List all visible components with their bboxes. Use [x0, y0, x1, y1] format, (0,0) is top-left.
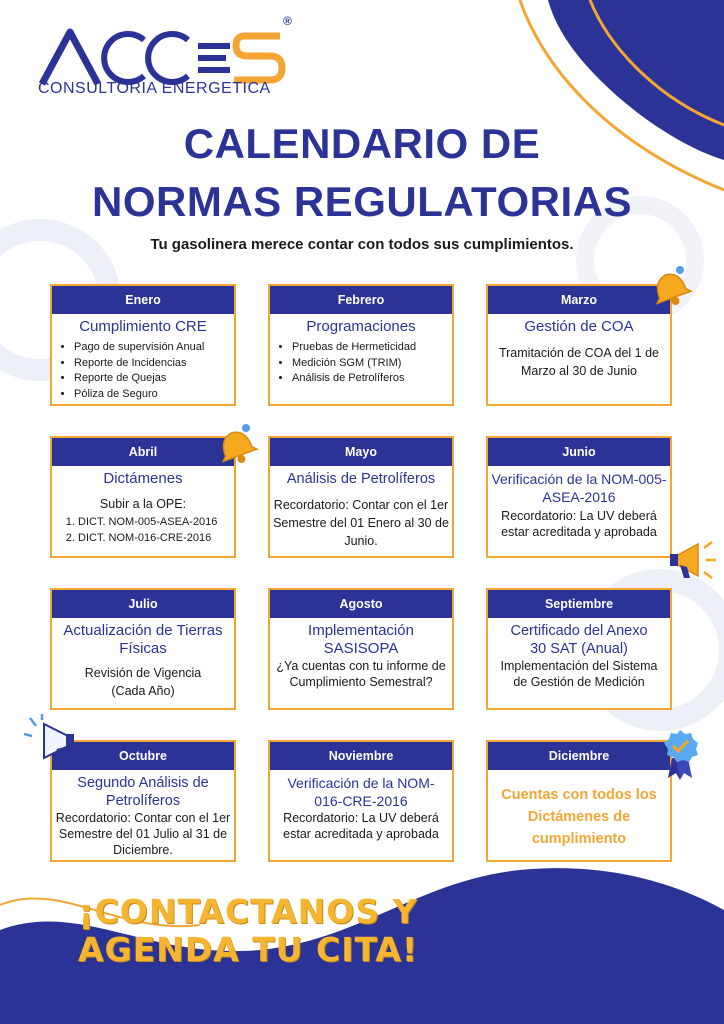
- month-header: Septiembre: [488, 590, 670, 618]
- month-body: Revisión de Vigencia (Cada Año): [84, 666, 202, 698]
- list-item: 1. DICT. NOM-005-ASEA-2016: [78, 514, 234, 530]
- month-header: Octubre: [52, 742, 234, 770]
- month-header: Marzo: [488, 286, 670, 314]
- list-item: • Medición SGM (TRIM): [292, 356, 452, 372]
- month-item-list: [52, 340, 234, 402]
- month-card-junio: [486, 436, 672, 558]
- list-item: • Análisis de Petrolíferos: [292, 371, 452, 387]
- month-body: Implementación del Sistema de Gestión de Medición: [500, 659, 658, 689]
- month-card-mayo: [268, 436, 454, 558]
- month-header: Diciembre: [488, 742, 670, 770]
- month-title: Gestión de COA: [524, 318, 634, 335]
- bell-icon: [646, 262, 694, 310]
- list-item: • Pago de supervisión Anual: [74, 340, 234, 356]
- bell-icon: [212, 420, 260, 468]
- month-card-abril: [50, 436, 236, 558]
- month-card-marzo: [486, 284, 672, 406]
- page-title-line1: CALENDARIO DE: [183, 120, 541, 167]
- megaphone-icon: [22, 712, 78, 768]
- registered-mark: ®: [283, 14, 292, 28]
- month-body: Recordatorio: Contar con el 1er Semestre del 01 Julio al 31 de Diciembre.: [55, 811, 231, 857]
- month-title: Programaciones: [306, 318, 416, 335]
- month-card-diciembre: [486, 740, 672, 862]
- megaphone-icon: [668, 534, 720, 586]
- month-title: Segundo Análisis de Petrolíferos: [77, 775, 209, 809]
- month-body: Subir a la OPE:: [99, 497, 187, 511]
- month-body: Recordatorio: La UV deberá estar acreditada y aprobada: [501, 509, 657, 539]
- month-header: Junio: [488, 438, 670, 466]
- list-item: • Reporte de Quejas: [74, 371, 234, 387]
- month-card-enero: [50, 284, 236, 406]
- month-title: Certificado del Anexo 30 SAT (Anual): [510, 623, 648, 657]
- month-header: Enero: [52, 286, 234, 314]
- month-header: Mayo: [270, 438, 452, 466]
- list-item: 2. DICT. NOM-016-CRE-2016: [78, 530, 234, 546]
- month-card-agosto: [268, 588, 454, 710]
- list-item: • Pruebas de Hermeticidad: [292, 340, 452, 356]
- brand-tagline: CONSULTORIA ENERGETICA: [38, 80, 271, 97]
- month-title: Análisis de Petrolíferos: [286, 471, 436, 487]
- month-body: Recordatorio: Contar con el 1er Semestre del 01 Enero al 30 de Junio.: [273, 498, 449, 548]
- month-item-list: [270, 340, 452, 387]
- month-header: Noviembre: [270, 742, 452, 770]
- month-header: Febrero: [270, 286, 452, 314]
- month-highlight: Cuentas con todos los Dictámenes de cumplimiento: [501, 787, 657, 847]
- month-body: ¿Ya cuentas con tu informe de Cumplimiento Semestral?: [276, 659, 446, 689]
- badge-check-icon: [660, 728, 700, 780]
- month-body: Recordatorio: La UV deberá estar acreditada y aprobada: [283, 811, 439, 841]
- list-item: • Reporte de Incidencias: [74, 356, 234, 372]
- cta-line1: ¡CONTACTANOS Y: [78, 892, 418, 931]
- page-subtitle: Tu gasolinera merece contar con todos sus cumplimientos.: [150, 236, 574, 253]
- page-title-line2: NORMAS REGULATORIAS: [92, 178, 632, 225]
- month-title: Verificación de la NOM-016-CRE-2016: [287, 775, 435, 809]
- month-title: Dictámenes: [103, 470, 183, 487]
- month-title: Implementación SASISOPA: [308, 622, 414, 657]
- cta-line2: AGENDA TU CITA!: [77, 930, 419, 969]
- month-title: Cumplimiento CRE: [79, 318, 207, 335]
- month-title: Verificación de la NOM-005-ASEA-2016: [491, 471, 667, 505]
- month-header: Agosto: [270, 590, 452, 618]
- month-card-febrero: [268, 284, 454, 406]
- month-title: Actualización de Tierras Físicas: [63, 622, 223, 657]
- month-card-julio: [50, 588, 236, 710]
- list-item: • Póliza de Seguro: [74, 387, 234, 403]
- month-card-septiembre: [486, 588, 672, 710]
- month-card-noviembre: [268, 740, 454, 862]
- month-ordered-list: [52, 514, 234, 546]
- month-header: Abril: [52, 438, 234, 466]
- month-body: Tramitación de COA del 1 de Marzo al 30 de Junio: [498, 346, 660, 378]
- month-header: Julio: [52, 590, 234, 618]
